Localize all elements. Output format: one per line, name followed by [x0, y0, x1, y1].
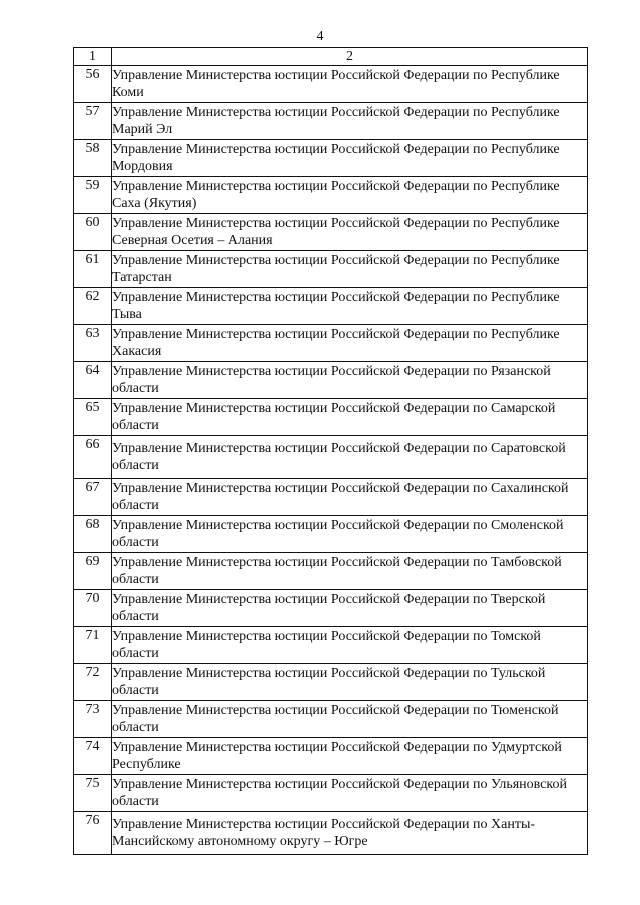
agency-name: Управление Министерства юстиции Российской Федерации по Республике Хакасия — [112, 325, 588, 362]
column-header-number: 1 — [74, 48, 112, 66]
table-header-row — [74, 48, 588, 66]
agency-table-body — [74, 48, 588, 855]
table-row — [74, 436, 588, 479]
agency-name: Управление Министерства юстиции Российской Федерации по Республике Коми — [112, 66, 588, 103]
agency-name: Управление Министерства юстиции Российской Федерации по Республике Марий Эл — [112, 103, 588, 140]
table-row — [74, 479, 588, 516]
agency-name: Управление Министерства юстиции Российской Федерации по Саратовской области — [112, 436, 588, 479]
table-row — [74, 66, 588, 103]
row-number: 65 — [74, 399, 112, 436]
table-row — [74, 553, 588, 590]
table-row — [74, 251, 588, 288]
table-row — [74, 701, 588, 738]
agency-name: Управление Министерства юстиции Российской Федерации по Тюменской области — [112, 701, 588, 738]
row-number: 74 — [74, 738, 112, 775]
table-row — [74, 664, 588, 701]
table-row — [74, 325, 588, 362]
agency-name: Управление Министерства юстиции Российской Федерации по Ханты-Мансийскому автономному округу – Югре — [112, 812, 588, 855]
table-row — [74, 812, 588, 855]
table-row — [74, 775, 588, 812]
table-row — [74, 627, 588, 664]
agency-name: Управление Министерства юстиции Российской Федерации по Сахалинской области — [112, 479, 588, 516]
row-number: 72 — [74, 664, 112, 701]
row-number: 57 — [74, 103, 112, 140]
agency-name: Управление Министерства юстиции Российской Федерации по Республике Саха (Якутия) — [112, 177, 588, 214]
row-number: 76 — [74, 812, 112, 855]
agency-name: Управление Министерства юстиции Российской Федерации по Томской области — [112, 627, 588, 664]
row-number: 58 — [74, 140, 112, 177]
agency-name: Управление Министерства юстиции Российской Федерации по Республике Татарстан — [112, 251, 588, 288]
agency-table — [73, 47, 588, 855]
row-number: 61 — [74, 251, 112, 288]
column-header-name: 2 — [112, 48, 588, 66]
agency-name: Управление Министерства юстиции Российской Федерации по Тамбовской области — [112, 553, 588, 590]
row-number: 70 — [74, 590, 112, 627]
table-row — [74, 177, 588, 214]
table-row — [74, 288, 588, 325]
row-number: 59 — [74, 177, 112, 214]
table-row — [74, 516, 588, 553]
table-row — [74, 399, 588, 436]
table-row — [74, 590, 588, 627]
agency-name: Управление Министерства юстиции Российской Федерации по Республике Мордовия — [112, 140, 588, 177]
agency-name: Управление Министерства юстиции Российской Федерации по Тверской области — [112, 590, 588, 627]
agency-name: Управление Министерства юстиции Российской Федерации по Ульяновской области — [112, 775, 588, 812]
row-number: 68 — [74, 516, 112, 553]
row-number: 60 — [74, 214, 112, 251]
agency-name: Управление Министерства юстиции Российской Федерации по Самарской области — [112, 399, 588, 436]
agency-name: Управление Министерства юстиции Российской Федерации по Рязанской области — [112, 362, 588, 399]
table-row — [74, 362, 588, 399]
table-row — [74, 103, 588, 140]
row-number: 71 — [74, 627, 112, 664]
row-number: 63 — [74, 325, 112, 362]
agency-name: Управление Министерства юстиции Российской Федерации по Тульской области — [112, 664, 588, 701]
row-number: 69 — [74, 553, 112, 590]
agency-name: Управление Министерства юстиции Российской Федерации по Республике Северная Осетия – Алания — [112, 214, 588, 251]
row-number: 67 — [74, 479, 112, 516]
table-row — [74, 214, 588, 251]
table-row — [74, 140, 588, 177]
row-number: 75 — [74, 775, 112, 812]
agency-name: Управление Министерства юстиции Российской Федерации по Удмуртской Республике — [112, 738, 588, 775]
row-number: 66 — [74, 436, 112, 479]
table-row — [74, 738, 588, 775]
row-number: 56 — [74, 66, 112, 103]
agency-name: Управление Министерства юстиции Российской Федерации по Республике Тыва — [112, 288, 588, 325]
row-number: 64 — [74, 362, 112, 399]
page-number: 4 — [316, 29, 324, 44]
row-number: 62 — [74, 288, 112, 325]
row-number: 73 — [74, 701, 112, 738]
agency-name: Управление Министерства юстиции Российской Федерации по Смоленской области — [112, 516, 588, 553]
